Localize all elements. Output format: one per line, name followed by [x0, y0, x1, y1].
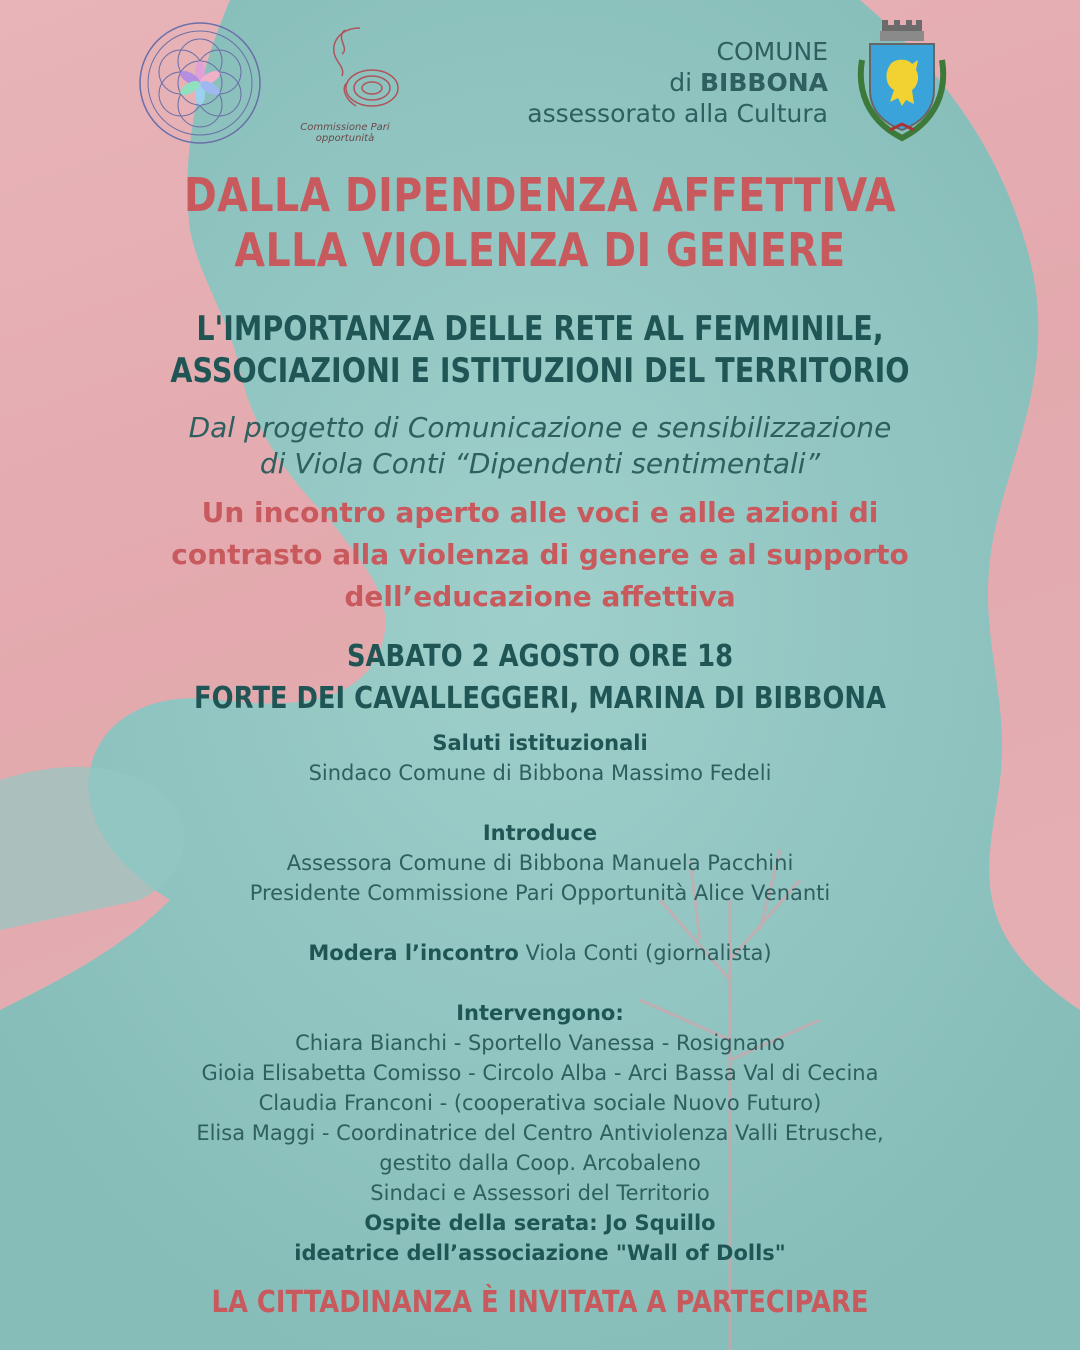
- speaker-line: Elisa Maggi - Coordinatrice del Centro Antiviolenza Valli Etrusche,: [196, 1121, 884, 1145]
- comune-line3: assessorato alla Cultura: [527, 99, 828, 128]
- coat-of-arms-icon: [852, 20, 952, 145]
- project-line1: Dal progetto di Comunicazione e sensibilizzazione: [188, 411, 892, 444]
- pari-opportunita-logo: [290, 18, 420, 144]
- speaker-line: Gioia Elisabetta Comisso - Circolo Alba - Arci Bassa Val di Cecina: [201, 1061, 879, 1085]
- main-title: [76, 168, 1005, 278]
- title-line2: ALLA VIOLENZA DI GENERE: [234, 223, 846, 277]
- comune-prefix: di: [669, 68, 693, 97]
- greetings-heading: Saluti istituzionali: [432, 731, 648, 755]
- moderator-label: Modera l’incontro: [308, 941, 519, 965]
- moderator-line: [0, 938, 1080, 968]
- speakers-heading: Intervengono:: [456, 1001, 624, 1025]
- intro-line: Presidente Commissione Pari Opportunità Alice Venanti: [249, 881, 831, 905]
- guest-line1: Ospite della serata: Jo Squillo: [364, 1211, 716, 1235]
- project-description: [0, 410, 1080, 482]
- title-line1: DALLA DIPENDENZA AFFETTIVA: [184, 168, 896, 222]
- project-line2: di Viola Conti “Dipendenti sentimentali”: [259, 447, 821, 480]
- event-info: [76, 636, 1005, 720]
- tagline: [0, 492, 1080, 618]
- comune-name: BIBBONA: [700, 68, 828, 97]
- comune-header: [527, 36, 828, 129]
- guest-line2: ideatrice dell’associazione "Wall of Dolls": [294, 1241, 786, 1265]
- commission-logo-text: Commissione Pari opportunità: [300, 122, 390, 144]
- event-place: FORTE DEI CAVALLEGGERI, MARINA DI BIBBONA: [194, 681, 886, 716]
- speaker-line: Claudia Franconi - (cooperativa sociale Nuovo Futuro): [258, 1091, 822, 1115]
- subtitle-line2: ASSOCIAZIONI E ISTITUZIONI DEL TERRITORIO: [170, 351, 910, 391]
- tagline-line2: contrasto alla violenza di genere e al supporto: [171, 538, 909, 571]
- speaker-line: gestito dalla Coop. Arcobaleno: [379, 1151, 701, 1175]
- program: [0, 728, 1080, 1268]
- greetings-text: Sindaco Comune di Bibbona Massimo Fedeli: [308, 761, 772, 785]
- event-date: SABATO 2 AGOSTO ORE 18: [346, 639, 734, 674]
- tagline-line3: dell’educazione affettiva: [344, 580, 736, 613]
- tagline-line1: Un incontro aperto alle voci e alle azioni di: [201, 496, 879, 529]
- spiral-face-icon: [290, 18, 420, 118]
- intro-line: Assessora Comune di Bibbona Manuela Pacchini: [286, 851, 794, 875]
- comune-line1: COMUNE: [716, 37, 828, 66]
- intro-heading: Introduce: [482, 821, 598, 845]
- speaker-line: Sindaci e Assessori del Territorio: [370, 1181, 710, 1205]
- closing-invitation: LA CITTADINANZA È INVITATA A PARTECIPARE: [211, 1285, 869, 1320]
- flower-of-life-logo: [135, 18, 265, 148]
- subtitle: [86, 308, 993, 392]
- subtitle-line1: L'IMPORTANZA DELLE RETE AL FEMMINILE,: [196, 309, 884, 349]
- speaker-line: Chiara Bianchi - Sportello Vanessa - Rosignano: [295, 1031, 785, 1055]
- comune-line2: [527, 67, 828, 98]
- moderator-name: Viola Conti (giornalista): [525, 941, 772, 965]
